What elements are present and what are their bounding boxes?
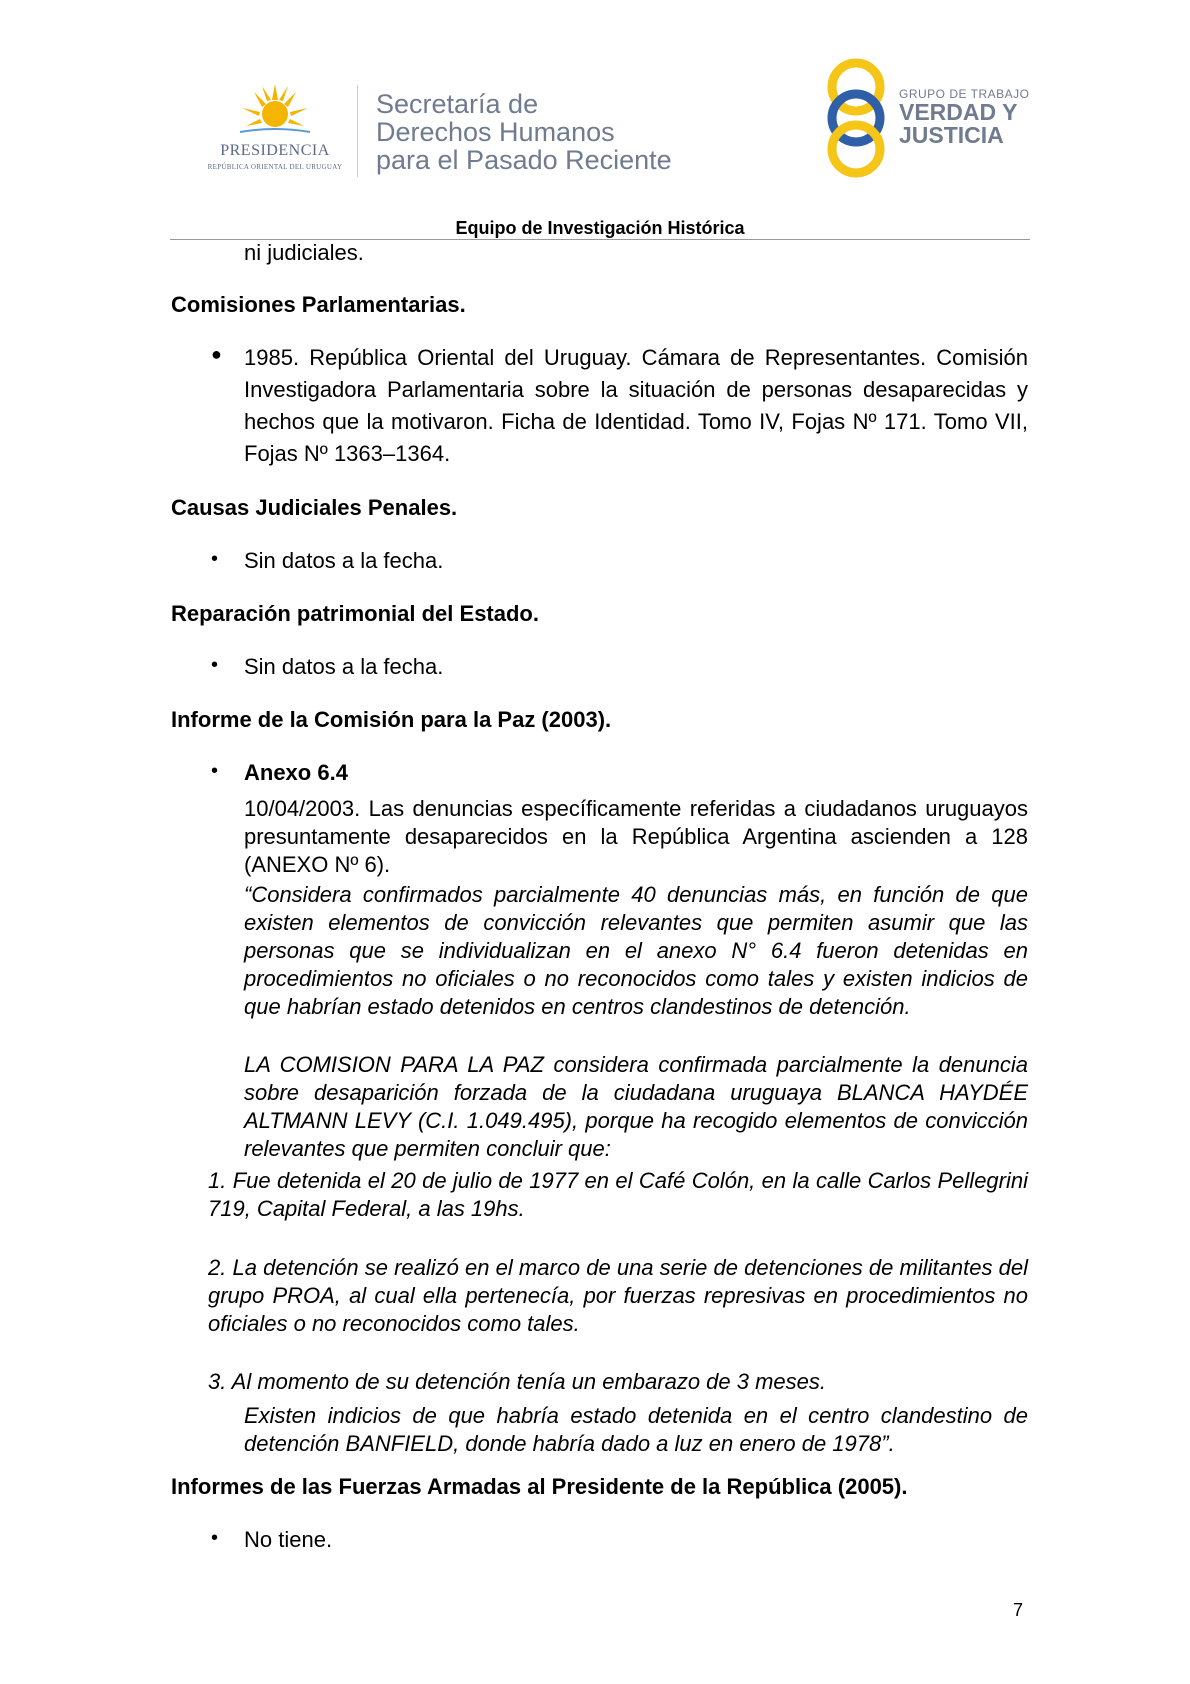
list-item-number: 3. bbox=[208, 1369, 227, 1394]
informe-p2: “Considera confirmados parcialmente 40 denuncias más, en función de que existen elementos de convicción relevantes que permiten asumir que las personas que se individualizan en el anexo N° 6.4 fueron detenidas en procedimientos no oficiales o no reconocidos como tales y existen indicios de que habrían estado detenidos en centros clandestinos de detención. bbox=[244, 882, 1028, 1019]
list-item-number: 1. bbox=[208, 1168, 227, 1193]
sun-icon bbox=[238, 82, 312, 142]
anexo-title: Anexo 6.4 bbox=[244, 760, 348, 785]
verdad-label bbox=[899, 101, 1017, 147]
informe-p4: Existen indicios de que habría estado detenida en el centro clandestino de detención BANFIELD, donde habría dado a luz en enero de 1978”. bbox=[244, 1403, 1028, 1456]
list-item bbox=[208, 1368, 1028, 1396]
heading-informe: Informe de la Comisión para la Paz (2003). bbox=[171, 707, 612, 732]
team-title: Equipo de Investigación Histórica bbox=[455, 218, 745, 238]
list-item bbox=[208, 1167, 1028, 1223]
grupo-label: GRUPO DE TRABAJO bbox=[899, 87, 1030, 101]
secretaria-title bbox=[376, 90, 672, 174]
secretaria-line-1: Secretaría de bbox=[376, 89, 539, 119]
rings-icon bbox=[823, 55, 893, 180]
verdad-line-2: JUSTICIA bbox=[899, 122, 1004, 148]
verdad-justicia-logo bbox=[823, 55, 1033, 185]
heading-comisiones: Comisiones Parlamentarias. bbox=[171, 292, 466, 317]
list-item-text: Fue detenida el 20 de julio de 1977 en el Café Colón, en la calle Carlos Pellegrini 719, Capital Federal, a las 19hs. bbox=[208, 1168, 1028, 1221]
list-item-number: 2. bbox=[208, 1255, 227, 1280]
heading-causas: Causas Judiciales Penales. bbox=[171, 495, 458, 520]
page-number: 7 bbox=[1013, 1600, 1024, 1620]
causas-text: Sin datos a la fecha. bbox=[244, 548, 444, 573]
presidencia-label: PRESIDENCIA bbox=[220, 142, 330, 159]
bullet-comisiones: ● bbox=[211, 344, 222, 364]
presidencia-logo bbox=[200, 82, 350, 177]
bullet-reparacion: • bbox=[211, 654, 219, 676]
heading-fuerzas: Informes de las Fuerzas Armadas al Presidente de la República (2005). bbox=[171, 1474, 908, 1499]
presidencia-sublabel: REPÚBLICA ORIENTAL DEL URUGUAY bbox=[207, 163, 343, 171]
header-divider bbox=[357, 85, 358, 177]
bullet-causas: • bbox=[211, 548, 219, 570]
secretaria-line-3: para el Pasado Reciente bbox=[376, 145, 672, 175]
verdad-line-1: VERDAD Y bbox=[899, 99, 1018, 125]
heading-reparacion: Reparación patrimonial del Estado. bbox=[171, 601, 539, 626]
bullet-informe: • bbox=[211, 760, 219, 782]
comisiones-text: 1985. República Oriental del Uruguay. Cámara de Representantes. Comisión Investigadora Parlamentaria sobre la situación de personas desaparecidas y hechos que la motivaron. Ficha de Identidad. Tomo IV, Fojas Nº 171. Tomo VII, Fojas Nº 1363–1364. bbox=[244, 345, 1028, 466]
list-item-text: La detención se realizó en el marco de una serie de detenciones de militantes del grupo PROA, al cual ella pertenecía, por fuerzas represivas en procedimientos no oficiales o no reconocidos como tales. bbox=[208, 1255, 1028, 1336]
informe-p1: 10/04/2003. Las denuncias específicamente referidas a ciudadanos uruguayos presuntamente desaparecidos en la República Argentina ascienden a 128 (ANEXO Nº 6). bbox=[244, 796, 1028, 877]
reparacion-text: Sin datos a la fecha. bbox=[244, 654, 444, 679]
list-item bbox=[208, 1254, 1028, 1338]
informe-p3: LA COMISION PARA LA PAZ considera confirmada parcialmente la denuncia sobre desaparición forzada de la ciudadana uruguaya BLANCA HAYDÉE ALTMANN LEVY (C.I. 1.049.495), porque ha recogido elementos de convicción relevantes que permiten concluir que: bbox=[244, 1052, 1028, 1161]
list-item-text: Al momento de su detención tenía un embarazo de 3 meses. bbox=[231, 1369, 827, 1394]
continuation-text: ni judiciales. bbox=[244, 240, 364, 265]
secretaria-line-2: Derechos Humanos bbox=[376, 117, 615, 147]
page-header bbox=[0, 0, 1190, 240]
bullet-fuerzas: • bbox=[211, 1527, 219, 1549]
fuerzas-text: No tiene. bbox=[244, 1527, 333, 1552]
